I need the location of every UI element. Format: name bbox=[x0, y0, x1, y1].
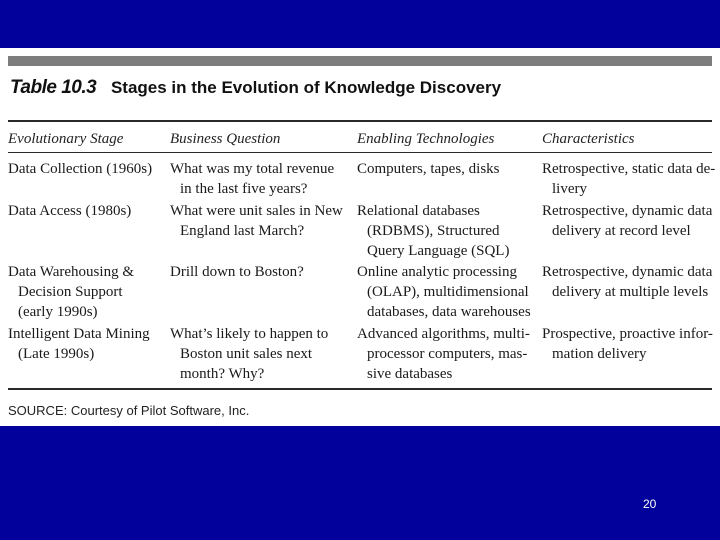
header-characteristics: Characteristics bbox=[542, 131, 635, 147]
cell-line: (early 1990s) bbox=[18, 304, 98, 320]
table-row-4-characteristics bbox=[542, 324, 713, 364]
table-title-text: Stages in the Evolution of Knowledge Discovery bbox=[110, 78, 502, 97]
cell-line: (Late 1990s) bbox=[18, 346, 95, 362]
table-row-2-characteristics bbox=[542, 201, 712, 241]
table-row-1-question bbox=[170, 159, 334, 199]
table-row-3-stage bbox=[8, 262, 134, 322]
slide-page-number: 20 bbox=[643, 497, 657, 511]
table-top-rule bbox=[8, 56, 712, 66]
table-row-4-question bbox=[170, 324, 328, 384]
cell-line: sive databases bbox=[367, 366, 453, 382]
table-source-note: SOURCE: Courtesy of Pilot Software, Inc. bbox=[8, 403, 250, 418]
table-row-4-technologies bbox=[357, 324, 530, 384]
cell-line: Query Language (SQL) bbox=[367, 243, 510, 259]
table-row-1-stage bbox=[8, 159, 152, 179]
cell-line: Online analytic processing bbox=[357, 264, 517, 280]
table-row-3-characteristics bbox=[542, 262, 712, 302]
cell-line: Retrospective, dynamic data bbox=[542, 203, 713, 219]
table-row-3-technologies bbox=[357, 262, 531, 322]
cell-line: Data Warehousing & bbox=[8, 264, 134, 280]
cell-line: Decision Support bbox=[18, 284, 123, 300]
cell-line: Relational databases bbox=[357, 203, 480, 219]
header-evolutionary-stage: Evolutionary Stage bbox=[8, 131, 124, 147]
cell-line: databases, data warehouses bbox=[367, 304, 531, 320]
cell-line: Intelligent Data Mining bbox=[8, 326, 150, 342]
cell-line: Retrospective, dynamic data bbox=[542, 264, 713, 280]
cell-line: Retrospective, static data de- bbox=[542, 161, 716, 177]
cell-line: month? Why? bbox=[180, 366, 265, 382]
cell-line: Prospective, proactive infor- bbox=[542, 326, 713, 342]
cell-line: delivery at record level bbox=[552, 223, 691, 239]
cell-line: Boston unit sales next bbox=[180, 346, 313, 362]
cell-line: Drill down to Boston? bbox=[170, 264, 304, 280]
table-row-1-characteristics bbox=[542, 159, 715, 199]
cell-line: processor computers, mas- bbox=[367, 346, 528, 362]
cell-line: (RDBMS), Structured bbox=[367, 223, 500, 239]
cell-line: Advanced algorithms, multi- bbox=[357, 326, 530, 342]
cell-line: What’s likely to happen to bbox=[170, 326, 329, 342]
table-row-2-stage bbox=[8, 201, 131, 221]
cell-line: What were unit sales in New bbox=[170, 203, 343, 219]
slide-top-band bbox=[0, 0, 720, 48]
table-image bbox=[0, 48, 720, 426]
cell-line: in the last five years? bbox=[180, 181, 308, 197]
cell-line: What was my total revenue bbox=[170, 161, 335, 177]
header-top-rule bbox=[8, 120, 712, 122]
header-bottom-rule bbox=[8, 152, 712, 153]
cell-line: England last March? bbox=[180, 223, 305, 239]
cell-line: Data Collection (1960s) bbox=[8, 161, 153, 177]
cell-line: livery bbox=[552, 181, 587, 197]
table-label: Table 10.3 bbox=[10, 77, 97, 98]
cell-line: delivery at multiple levels bbox=[552, 284, 709, 300]
table-title bbox=[10, 77, 501, 99]
table-row-4-stage bbox=[8, 324, 150, 364]
header-business-question: Business Question bbox=[170, 131, 281, 147]
table-row-2-technologies bbox=[357, 201, 509, 261]
header-enabling-technologies: Enabling Technologies bbox=[357, 131, 495, 147]
cell-line: mation delivery bbox=[552, 346, 647, 362]
table-bottom-rule bbox=[8, 388, 712, 390]
cell-line: Computers, tapes, disks bbox=[357, 161, 500, 177]
table-row-3-question bbox=[170, 262, 304, 282]
table-row-1-technologies bbox=[357, 159, 500, 179]
table-row-2-question bbox=[170, 201, 343, 241]
cell-line: Data Access (1980s) bbox=[8, 203, 132, 219]
cell-line: (OLAP), multidimensional bbox=[367, 284, 529, 300]
